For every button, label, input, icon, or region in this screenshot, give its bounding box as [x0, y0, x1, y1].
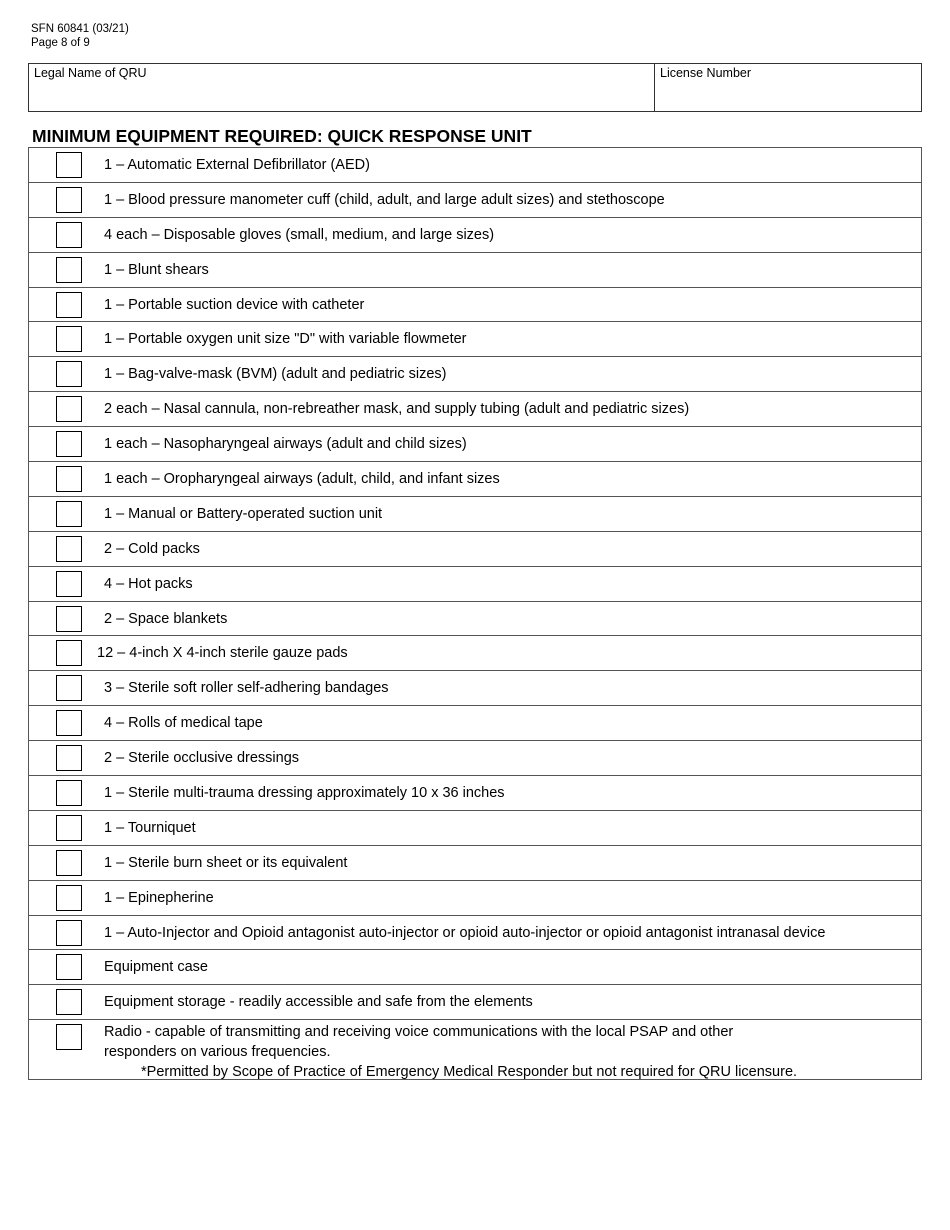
checklist-row: [29, 427, 921, 462]
checkbox[interactable]: [56, 954, 82, 980]
item-label: 1 each – Nasopharyngeal airways (adult and child sizes): [104, 436, 467, 453]
checklist-row: [29, 846, 921, 881]
radio-line-1: Radio - capable of transmitting and receiving voice communications with the local PSAP and other: [104, 1024, 734, 1041]
checklist-row: [29, 462, 921, 497]
checklist-row: [29, 148, 921, 183]
checkbox[interactable]: [56, 187, 82, 213]
checklist-row-radio: [29, 1020, 921, 1080]
item-label: Equipment case: [104, 959, 208, 976]
checklist-row: [29, 985, 921, 1020]
checklist-row: [29, 741, 921, 776]
checkbox[interactable]: [56, 710, 82, 736]
license-number-field[interactable]: [655, 64, 921, 111]
checklist-row: [29, 497, 921, 532]
checklist-row: [29, 183, 921, 218]
checklist-row: [29, 322, 921, 357]
legal-name-label: Legal Name of QRU: [34, 66, 147, 80]
checkbox[interactable]: [56, 920, 82, 946]
item-label: 3 – Sterile soft roller self-adhering bandages: [104, 680, 389, 697]
item-label: 1 – Blunt shears: [104, 261, 209, 278]
checklist-row: [29, 567, 921, 602]
item-label: 1 each – Oropharyngeal airways (adult, child, and infant sizes: [104, 471, 500, 488]
item-label: 1 – Auto-Injector and Opioid antagonist auto-injector or opioid auto-injector or opioid antagonist intranasal device: [104, 924, 826, 941]
page-title: MINIMUM EQUIPMENT REQUIRED: QUICK RESPONSE UNIT: [32, 126, 532, 146]
form-meta: [31, 22, 129, 50]
checkbox[interactable]: [56, 885, 82, 911]
checkbox[interactable]: [56, 989, 82, 1015]
checklist-row: [29, 357, 921, 392]
checkbox[interactable]: [56, 326, 82, 352]
item-label: 1 – Sterile burn sheet or its equivalent: [104, 854, 348, 871]
item-label: 1 – Tourniquet: [104, 819, 196, 836]
checklist-row: [29, 950, 921, 985]
item-label: 1 – Manual or Battery-operated suction unit: [104, 505, 383, 522]
checkbox[interactable]: [56, 850, 82, 876]
item-label: 4 – Rolls of medical tape: [104, 715, 263, 732]
checkbox[interactable]: [56, 361, 82, 387]
checklist-row: [29, 916, 921, 951]
form-id: SFN 60841 (03/21): [31, 23, 129, 35]
checkbox[interactable]: [56, 396, 82, 422]
item-label: 4 – Hot packs: [104, 575, 193, 592]
checklist-row: [29, 776, 921, 811]
checkbox[interactable]: [56, 606, 82, 632]
checklist-row: [29, 636, 921, 671]
item-label: 2 – Sterile occlusive dressings: [104, 750, 300, 767]
radio-note: *Permitted by Scope of Practice of Emergency Medical Responder but not required for QRU licensure.: [141, 1064, 798, 1081]
legal-name-field[interactable]: [29, 64, 655, 111]
checkbox[interactable]: [56, 815, 82, 841]
checkbox[interactable]: [56, 536, 82, 562]
checkbox[interactable]: [56, 222, 82, 248]
checklist-row: [29, 671, 921, 706]
checkbox[interactable]: [56, 431, 82, 457]
item-label: 1 – Portable suction device with catheter: [104, 296, 365, 313]
checkbox[interactable]: [56, 257, 82, 283]
checkbox[interactable]: [56, 675, 82, 701]
checklist-row: [29, 392, 921, 427]
checkbox[interactable]: [56, 152, 82, 178]
header-fields: [28, 63, 922, 112]
checklist-row: [29, 218, 921, 253]
item-label: Equipment storage - readily accessible and safe from the elements: [104, 994, 533, 1011]
checklist-row: [29, 532, 921, 567]
radio-line-2: responders on various frequencies.: [104, 1044, 331, 1061]
checkbox[interactable]: [56, 501, 82, 527]
item-label: 4 each – Disposable gloves (small, medium, and large sizes): [104, 226, 495, 243]
checklist-row: [29, 881, 921, 916]
page-number: Page 8 of 9: [31, 37, 90, 49]
checklist-row: [29, 811, 921, 846]
equipment-checklist: [28, 147, 922, 1080]
checklist-row: [29, 602, 921, 637]
checkbox[interactable]: [56, 571, 82, 597]
item-label: 1 – Epinepherine: [104, 889, 214, 906]
item-label: 2 each – Nasal cannula, non-rebreather mask, and supply tubing (adult and pediatric sizes): [104, 401, 690, 418]
license-number-label: License Number: [660, 66, 752, 80]
checklist-row: [29, 253, 921, 288]
item-label: 2 – Space blankets: [104, 610, 228, 627]
item-label: 12 – 4-inch X 4-inch sterile gauze pads: [97, 645, 348, 662]
checklist-row: [29, 706, 921, 741]
item-label: 1 – Blood pressure manometer cuff (child, adult, and large adult sizes) and stethoscope: [104, 191, 665, 208]
item-label: [104, 1022, 797, 1082]
item-label: 1 – Automatic External Defibrillator (AED): [104, 157, 370, 173]
checkbox[interactable]: [56, 466, 82, 492]
checkbox[interactable]: [56, 292, 82, 318]
checklist-row: [29, 288, 921, 323]
item-label: 1 – Sterile multi-trauma dressing approximately 10 x 36 inches: [104, 785, 505, 802]
checkbox[interactable]: [56, 1024, 82, 1050]
checkbox[interactable]: [56, 745, 82, 771]
checkbox[interactable]: [56, 780, 82, 806]
item-label: 1 – Portable oxygen unit size "D" with variable flowmeter: [104, 331, 467, 348]
checkbox[interactable]: [56, 640, 82, 666]
item-label: 2 – Cold packs: [104, 540, 200, 557]
item-label: 1 – Bag-valve-mask (BVM) (adult and pediatric sizes): [104, 366, 447, 383]
